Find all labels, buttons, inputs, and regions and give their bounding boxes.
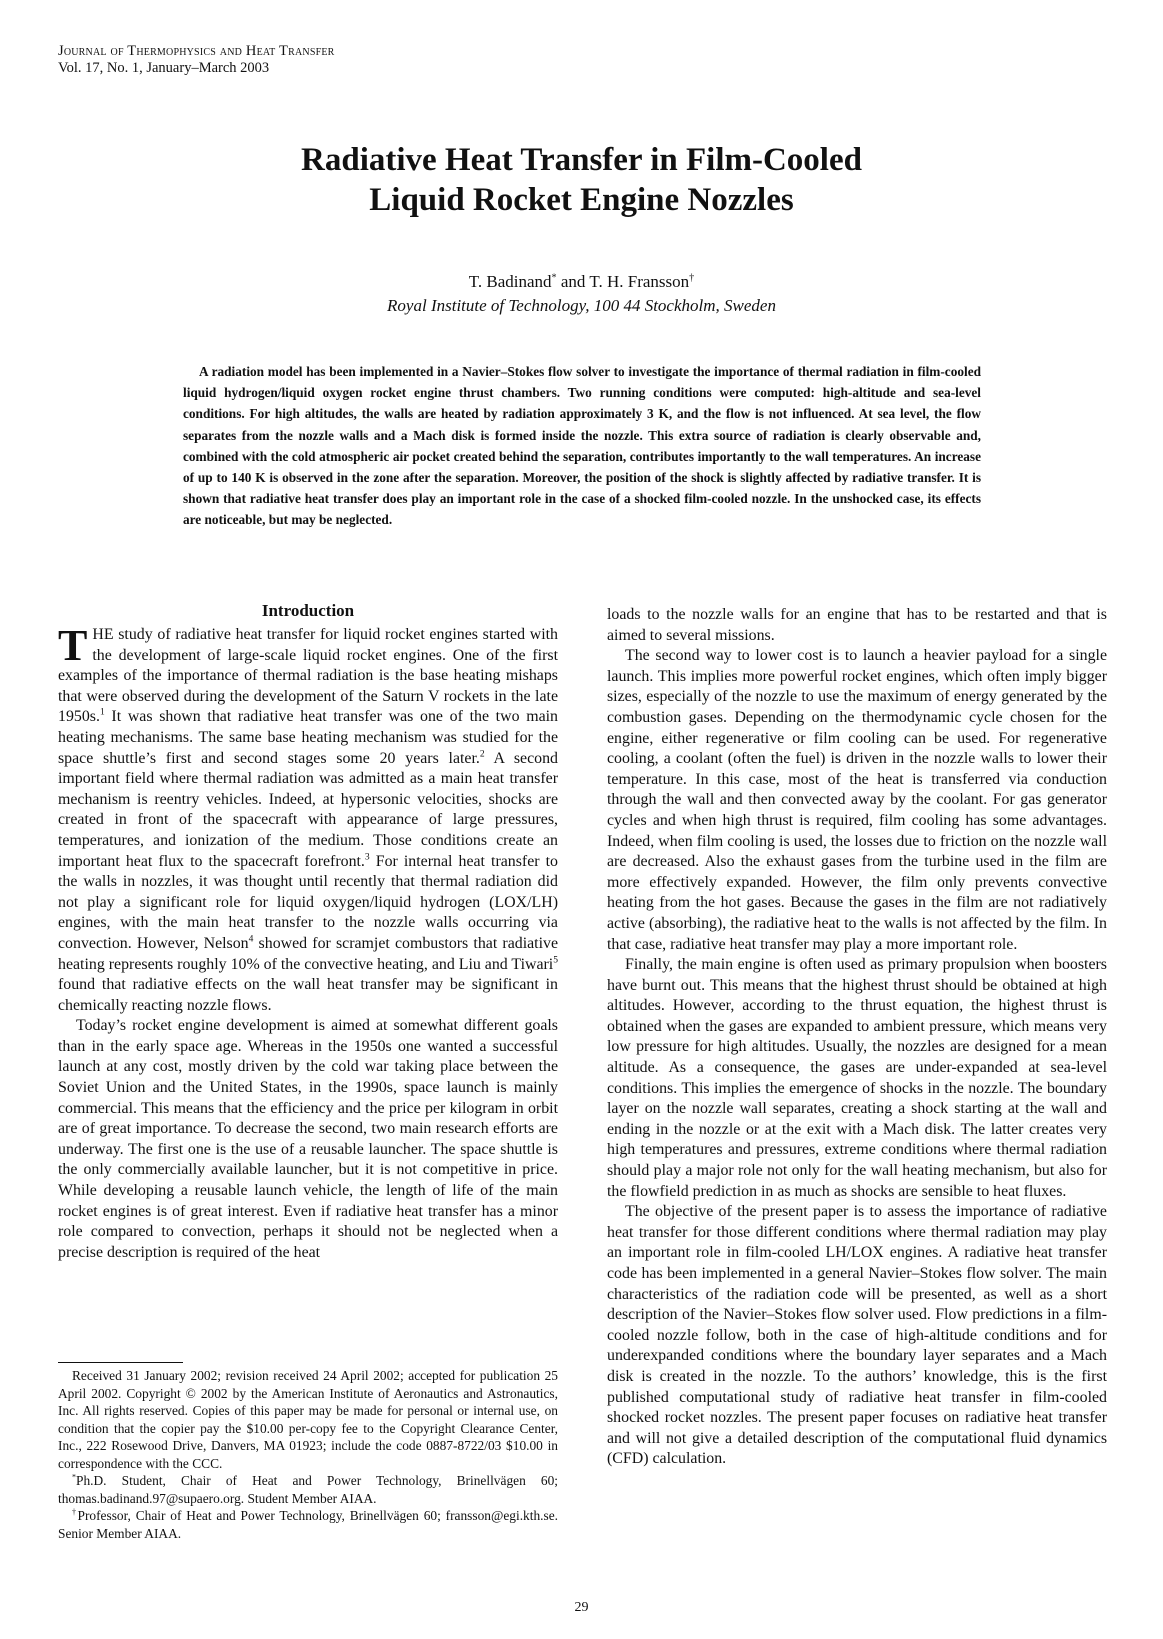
footnote-1	[58, 1472, 558, 1507]
ref-4: 4	[248, 933, 254, 945]
ref-1: 1	[99, 707, 105, 719]
author-2: T. H. Fransson	[589, 272, 690, 291]
intro-text-1a: study of radiative heat transfer for liquid rocket engines started with the development of large-scale liquid rocket engines. One of the first examples of the importance of thermal radiation is the base heating mishaps that were observed during the development of the Saturn V rockets in the late 1950s.	[58, 626, 558, 726]
intro-paragraph-2: Today’s rocket engine development is aimed at somewhat different goals than in the early space age. Whereas in the 1950s one wanted a successful launch at any cost, mostly driven by the cold war taking place between the Soviet Union and the United States, in the 1990s, space launch is mainly commercial. This means that the efficiency and the price per kilogram in orbit are of great importance. To decrease the second, two main research efforts are underway. The first one is the use of a reusable launcher. The space shuttle is the only commercially available launcher, but it is not competitive in price. While developing a reusable launch vehicle, the length of life of the main rocket engines is of great interest. Even if radiative heat transfer has a minor role compared to convection, perhaps it should not be neglected when a precise description is required of the heat	[58, 1017, 558, 1261]
intro-text-1c: A second important field where thermal radiation was admitted as a main heat transfer mechanism is reentry vehicles. Indeed, at hypersonic velocities, shocks are created in front of the spacecraft with appearance of large pressures, temperatures, and ionization of the medium. Those conditions create an important heat flux to the spacecraft forefront.	[58, 749, 558, 870]
right-column	[607, 605, 1107, 1470]
intro-paragraph-1	[58, 621, 558, 1016]
page-number: 29	[574, 1600, 589, 1615]
affiliation: Royal Institute of Technology, 100 44 Stockholm, Sweden	[387, 296, 776, 315]
footnote-2	[58, 1507, 558, 1542]
author-names	[0, 270, 1163, 294]
right-paragraph-3: The objective of the present paper is to assess the importance of radiative heat transfer for those different conditions where thermal radiation may play an important role in film-cooled LH/LOX engines. A radiative heat transfer code has been implemented in a general Navier–Stokes flow solver. The main characteristics of the radiation code will be presented, as well as a short description of the Navier–Stokes flow solver used. Flow predictions in a film-cooled nozzle follow, both in the case of high-altitude conditions and for underexpanded conditions where the boundary layer separates and a Mach disk is created in the nozzle. To the authors’ knowledge, this is the first published computational study of radiative heat transfer in film-cooled shocked rocket nozzles. The present paper focuses on radiative heat transfer and will not give a detailed description of the computational fluid dynamics (CFD) calculation.	[607, 1203, 1107, 1468]
right-paragraph-1: The second way to lower cost is to launch a heavier payload for a single launch. This implies more powerful rocket engines, which often imply bigger sizes, especially of the nozzle to use the maximum of energy generated by the combustion gases. Depending on the thermodynamic cycle chosen for the engine, either regenerative or film cooling can be used. For regenerative cooling, a coolant (often the fuel) is driven in the nozzle walls to lower their temperature. In this case, most of the heat is transferred via conduction through the wall and then convected away by the coolant. For gas generator cycles and when high thrust is required, film cooling has some advantages. Indeed, when film cooling is used, the losses due to friction on the nozzle wall are decreased. Also the exhaust gases from the turbine used in the film are more effectively expanded. However, the film only prevents convective heating from the hot gases. Because the gases in the film are not radiatively active (absorbing), the radiative heat to the walls is not affected by the film. In that case, radiative heat transfer may play a more important role.	[607, 647, 1107, 953]
paper-title	[0, 140, 1163, 220]
title-line-1: Radiative Heat Transfer in Film-Cooled	[301, 142, 862, 178]
left-column	[58, 600, 558, 1263]
journal-issue: Vol. 17, No. 1, January–March 2003	[58, 60, 270, 76]
abstract: A radiation model has been implemented in a Navier–Stokes flow solver to investigate the importance of thermal radiation in film-cooled liquid hydrogen/liquid oxygen rocket engine thrust chambers. Two running conditions were computed: high-altitude and sea-level conditions. For high altitudes, the walls are heated by radiation approximately 3 K, and the flow is not influenced. At sea level, the flow separates from the nozzle walls and a Mach disk is formed inside the nozzle. This extra source of radiation is clearly observable and, combined with the cold atmospheric air pocket created behind the separation, contributes importantly to the wall temperatures. An increase of up to 140 K is observed in the zone after the separation. Moreover, the position of the shock is slightly affected by radiative transfer. It is shown that radiative heat transfer does play an important role in the case of a shocked film-cooled nozzle. In the unshocked case, its effects are noticeable, but may be neglected.	[183, 364, 981, 528]
author-block	[0, 270, 1163, 318]
ref-5: 5	[553, 954, 558, 966]
footnote-received: Received 31 January 2002; revision received 24 April 2002; accepted for publication 25 April 2002. Copyright © 2002 by the American Institute of Aeronautics and Astronautics, Inc. All rights reserved. Copies of this paper may be made for personal or internal use, on condition that the copier pay the $10.00 per-copy fee to the Copyright Clearance Center, Inc., 222 Rosewood Drive, Danvers, MA 01923; include the code 0887-8722/03 $10.00 in correspondence with the CCC.	[58, 1368, 558, 1471]
footnote-2-mark: †	[72, 1507, 78, 1517]
author-1-mark: *	[551, 272, 557, 284]
author-2-mark: †	[689, 272, 695, 284]
drop-cap: T	[58, 621, 88, 670]
journal-name: Journal of Thermophysics and Heat Transfer	[58, 43, 335, 59]
title-line-2: Liquid Rocket Engine Nozzles	[369, 182, 794, 218]
footnote-rule	[58, 1362, 183, 1363]
intro-text-1f: found that radiative effects on the wall heat transfer may be significant in chemically reacting nozzle flows.	[58, 976, 558, 1014]
intro-lead-word: HE	[92, 626, 114, 643]
intro-text-1d: For internal heat transfer to the walls in nozzles, it was thought until recently that thermal radiation did not play a significant role for liquid oxygen/liquid hydrogen (LOX/LH) engines, with the main heat transfer to the nozzle walls occurring via convection. However, Nelson	[58, 852, 558, 952]
footnote-2-text: Professor, Chair of Heat and Power Technology, Brinellvägen 60; fransson@egi.kth.se. Senior Member AIAA.	[58, 1508, 558, 1541]
ref-3: 3	[364, 851, 370, 863]
author-1: T. Badinand	[468, 272, 552, 291]
footnote-1-text: Ph.D. Student, Chair of Heat and Power Technology, Brinellvägen 60; thomas.badinand.97@supaero.org. Student Member AIAA.	[58, 1473, 558, 1506]
right-paragraph-2: Finally, the main engine is often used as primary propulsion when boosters have burnt out. This means that the highest thrust should be obtained at high altitudes. However, according to the thrust equation, the highest thrust is obtained when the gases are expanded to ambient pressure, which means very low pressure for high altitudes. Usually, the nozzles are designed for a mean altitude. As a consequence, the gases are under-expanded at sea-level conditions. This implies the emergence of shocks in the nozzle. The boundary layer on the nozzle wall separates, creating a shock starting at the wall and ending in the nozzle or at the exit with a Mach disk. The latter creates very high temperatures and pressures, extreme conditions where thermal radiation should play a major role not only for the wall heating mechanism, but also for the flowfield prediction in as much as shocks are sensible to heat fluxes.	[607, 956, 1107, 1200]
footnotes	[58, 1367, 558, 1542]
journal-header	[58, 43, 335, 77]
intro-text-1e: showed for scramjet combustors that radiative heating represents roughly 10% of the convective heating, and Liu and Tiwari	[58, 934, 558, 973]
ref-2: 2	[479, 748, 485, 760]
author-conjunction: and	[556, 272, 590, 291]
section-heading-introduction: Introduction	[261, 601, 355, 620]
footnote-1-mark: *	[72, 1472, 77, 1482]
intro-text-1b: It was shown that radiative heat transfer was one of the two main heating mechanisms. The same base heating mechanism was studied for the space shuttle’s first and second stages some 20 years later.	[58, 708, 558, 767]
right-paragraph-0: loads to the nozzle walls for an engine that has to be restarted and that is aimed to several missions.	[607, 606, 1107, 644]
